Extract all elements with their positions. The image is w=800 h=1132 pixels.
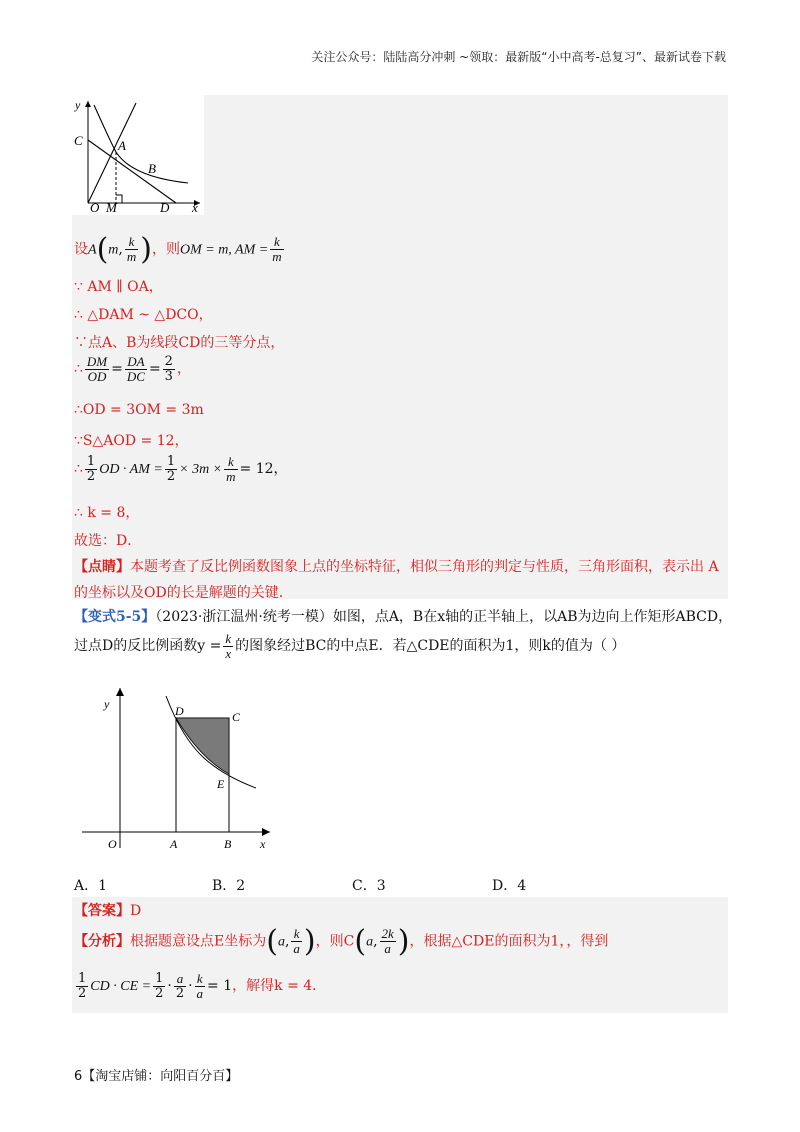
choice-d[interactable]: D．4 <box>492 878 527 894</box>
x-axis-arrow <box>262 828 270 836</box>
comment-block: 【点睛】本题考查了反比例函数图象上点的坐标特征，相似三角形的判定与性质，三角形面积，表示出 A <box>74 559 719 575</box>
solution-line-1: 设A(m, $\frac{k}{m}$ )，则OM = m, AM = $\frac{k}{m}$ <box>74 232 282 267</box>
label-a: A <box>118 138 126 153</box>
label-e: E <box>217 777 225 791</box>
choice-a[interactable]: A．1 <box>74 878 108 894</box>
analysis-line-2: $\frac{1}{2}$ CD · CE = $\frac{1}{2}$ · $\frac{a}{2}$ · $\frac{k}{a}$ = 1，解得k = 4． <box>78 971 327 1001</box>
label-m: M <box>106 200 117 215</box>
line-cd <box>88 140 176 203</box>
label-a: A <box>170 837 178 851</box>
label-c: C <box>232 710 241 724</box>
solution-line-8: ∴ $\frac{1}{2}$ OD · AM = $\frac{1}{2}$ × 3m × $\frac{k}{m}$ = 12， <box>74 454 288 484</box>
line-oa <box>88 103 136 203</box>
solution-line-9: ∴ k = 8， <box>74 505 140 521</box>
solution-line-2: ∵ AM ∥ OA， <box>74 279 163 295</box>
solution-line-7: ∵S△AOD = 12， <box>74 433 189 449</box>
label-o: O <box>90 200 100 215</box>
comment-line-2: 的坐标以及OD的长是解题的关键． <box>74 585 293 601</box>
label-d: D <box>160 200 170 215</box>
problem-line-2: 过点D的反比例函数y = $\frac{k}{x}$ 的图象经过BC的中点E．若△CDE的面积为1，则k的值为（ ） <box>74 631 626 661</box>
y-axis-arrow <box>85 101 91 107</box>
page-header: 关注公众号：陆陆高分冲刺 ~领取：最新版“小中高考-总复习”、最新试卷下载 <box>311 50 726 64</box>
label-y: y <box>104 697 110 711</box>
label-b: B <box>224 837 232 851</box>
analysis-line-1: 【分析】根据题意设点E坐标为(a, $\frac{k}{a}$ )，则C(a, $\frac{2k}{a}$ )，根据△CDE的面积为1，，得到 <box>74 924 609 959</box>
solution-line-3: ∴ △DAM ~ △DCO， <box>74 307 213 323</box>
label-x: x <box>192 200 198 215</box>
figure-2 <box>74 682 284 854</box>
y-axis-arrow <box>116 688 124 696</box>
label-b: B <box>148 161 156 176</box>
choice-c[interactable]: C．3 <box>352 878 386 894</box>
label-y: y <box>75 98 81 112</box>
problem-line-1: 【变式5-5】（2023·浙江温州·统考一模）如图，点A，B在x轴的正半轴上，以AB为边向上作矩形ABCD， <box>74 609 733 625</box>
right-angle-mark <box>116 195 122 203</box>
solution-line-5: ∴ $\frac{DM}{OD}$ = $\frac{DA}{DC}$ = $\frac{2}{3}$ ， <box>74 354 191 384</box>
label-c: C <box>74 133 83 148</box>
solution-line-6: ∴OD = 3OM = 3m <box>74 402 204 418</box>
answer-line: 【答案】D <box>74 903 142 919</box>
label-d: D <box>175 704 184 718</box>
label-x: x <box>260 837 266 851</box>
choice-b[interactable]: B．2 <box>212 878 246 894</box>
page-footer: 6【淘宝店铺：向阳百分百】 <box>74 1069 239 1084</box>
hyperbola-curve <box>94 105 188 183</box>
solution-line-10: 故选：D． <box>74 533 142 549</box>
figure-1 <box>72 95 204 215</box>
label-o: O <box>108 837 117 851</box>
shaded-triangle-cde <box>176 718 229 774</box>
figure-1-svg <box>72 95 204 215</box>
solution-line-4: ∵点A、B为线段CD的三等分点， <box>74 335 285 351</box>
